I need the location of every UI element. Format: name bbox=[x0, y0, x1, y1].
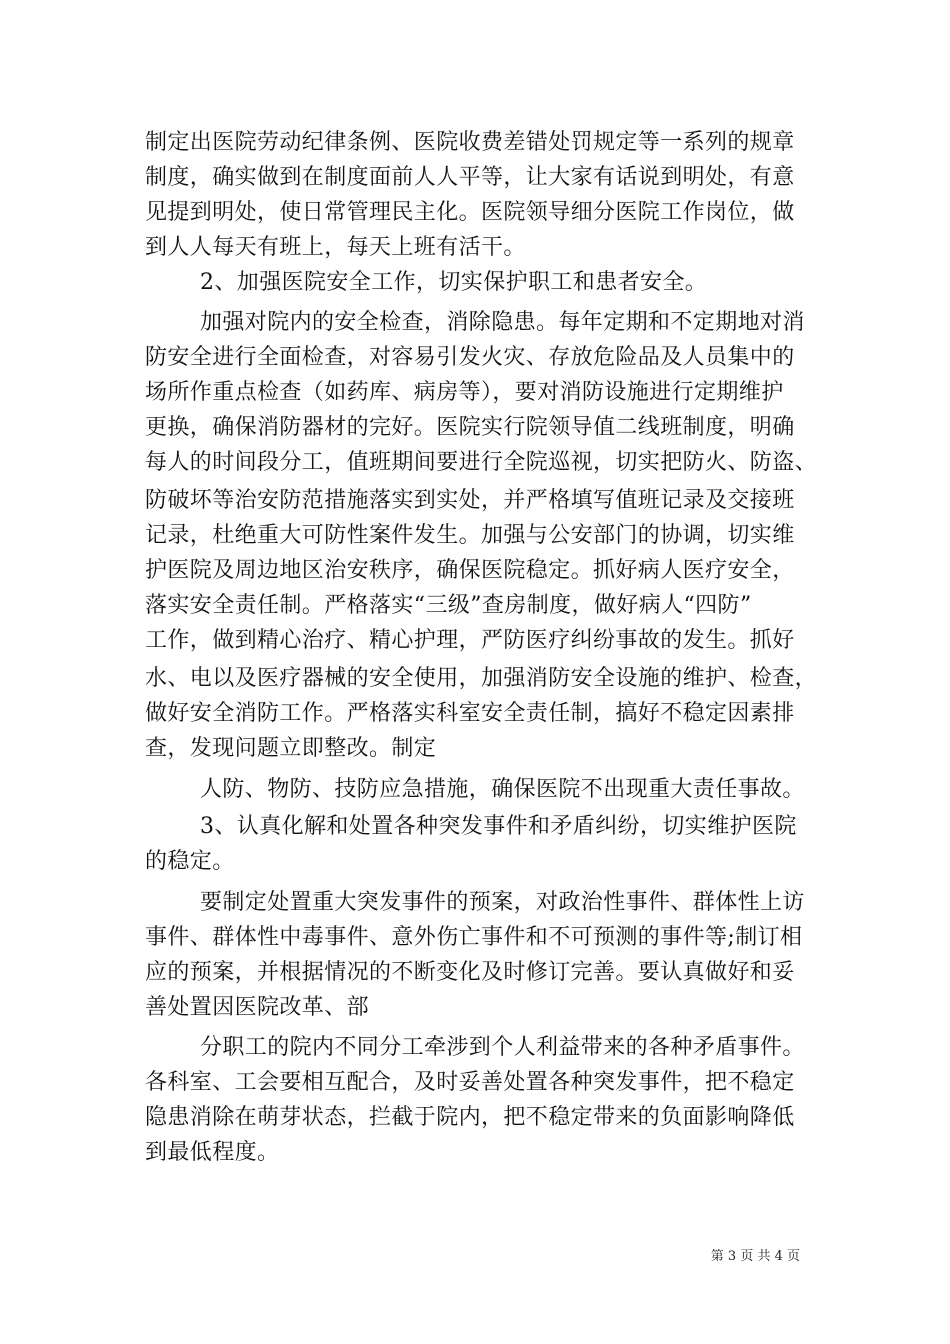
text-line: 事件、群体性中毒事件、意外伤亡事件和不可预测的事件等;制订相 bbox=[145, 925, 803, 950]
text-line: 防安全进行全面检查，对容易引发火灾、存放危险品及人员集中的 bbox=[145, 345, 795, 370]
text-line: 应的预案，并根据情况的不断变化及时修订完善。要认真做好和妥 bbox=[145, 960, 795, 985]
text-line: 工作，做到精心治疗、精心护理，严防医疗纠纷事故的发生。抓好 bbox=[145, 628, 795, 653]
paragraph-start: 要制定处置重大突发事件的预案，对政治性事件、群体性上访 bbox=[200, 890, 805, 915]
text-line: 落实安全责任制。严格落实“三级”查房制度，做好病人“四防” bbox=[145, 593, 752, 618]
text-line: 到人人每天有班上，每天上班有活干。 bbox=[145, 235, 526, 260]
text-line: 记录，杜绝重大可防性案件发生。加强与公安部门的协调，切实维 bbox=[145, 523, 795, 548]
text-line: 到最低程度。 bbox=[145, 1140, 280, 1165]
text-line: 善处置因医院改革、部 bbox=[145, 995, 370, 1020]
text-line: 制度，确实做到在制度面前人人平等，让大家有话说到明处，有意 bbox=[145, 165, 795, 190]
text-line: 做好安全消防工作。严格落实科室安全责任制，搞好不稳定因素排 bbox=[145, 701, 795, 726]
text-line: 每人的时间段分工，值班期间要进行全院巡视，切实把防火、防盗、 bbox=[145, 450, 818, 475]
text-line: 的稳定。 bbox=[145, 849, 235, 874]
text-line: 查，发现问题立即整改。制定 bbox=[145, 736, 437, 761]
page-number: 第 3 页 共 4 页 bbox=[710, 1249, 800, 1264]
paragraph-start: 人防、物防、技防应急措施，确保医院不出现重大责任事故。 bbox=[200, 777, 805, 802]
section-heading: 3、认真化解和处置各种突发事件和矛盾纠纷，切实维护医院 bbox=[200, 814, 797, 839]
paragraph-start: 加强对院内的安全检查，消除隐患。每年定期和不定期地对消 bbox=[200, 310, 805, 335]
text-line: 水、电以及医疗器械的安全使用，加强消防安全设施的维护、检查， bbox=[145, 666, 818, 691]
text-line: 制定出医院劳动纪律条例、医院收费差错处罚规定等一系列的规章 bbox=[145, 130, 795, 155]
section-heading: 2、加强医院安全工作，切实保护职工和患者安全。 bbox=[200, 270, 708, 295]
text-line: 各科室、工会要相互配合，及时妥善处置各种突发事件，把不稳定 bbox=[145, 1070, 795, 1095]
paragraph-start: 分职工的院内不同分工牵涉到个人利益带来的各种矛盾事件。 bbox=[200, 1035, 805, 1060]
text-line: 隐患消除在萌芽状态，拦截于院内，把不稳定带来的负面影响降低 bbox=[145, 1105, 795, 1130]
text-line: 见提到明处，使日常管理民主化。医院领导细分医院工作岗位，做 bbox=[145, 200, 795, 225]
text-line: 场所作重点检查（如药库、病房等），要对消防设施进行定期维护 bbox=[145, 380, 784, 405]
text-line: 防破坏等治安防范措施落实到实处，并严格填写值班记录及交接班 bbox=[145, 488, 795, 513]
text-line: 更换，确保消防器材的完好。医院实行院领导值二线班制度，明确 bbox=[145, 415, 795, 440]
text-line: 护医院及周边地区治安秩序，确保医院稳定。抓好病人医疗安全， bbox=[145, 558, 795, 583]
